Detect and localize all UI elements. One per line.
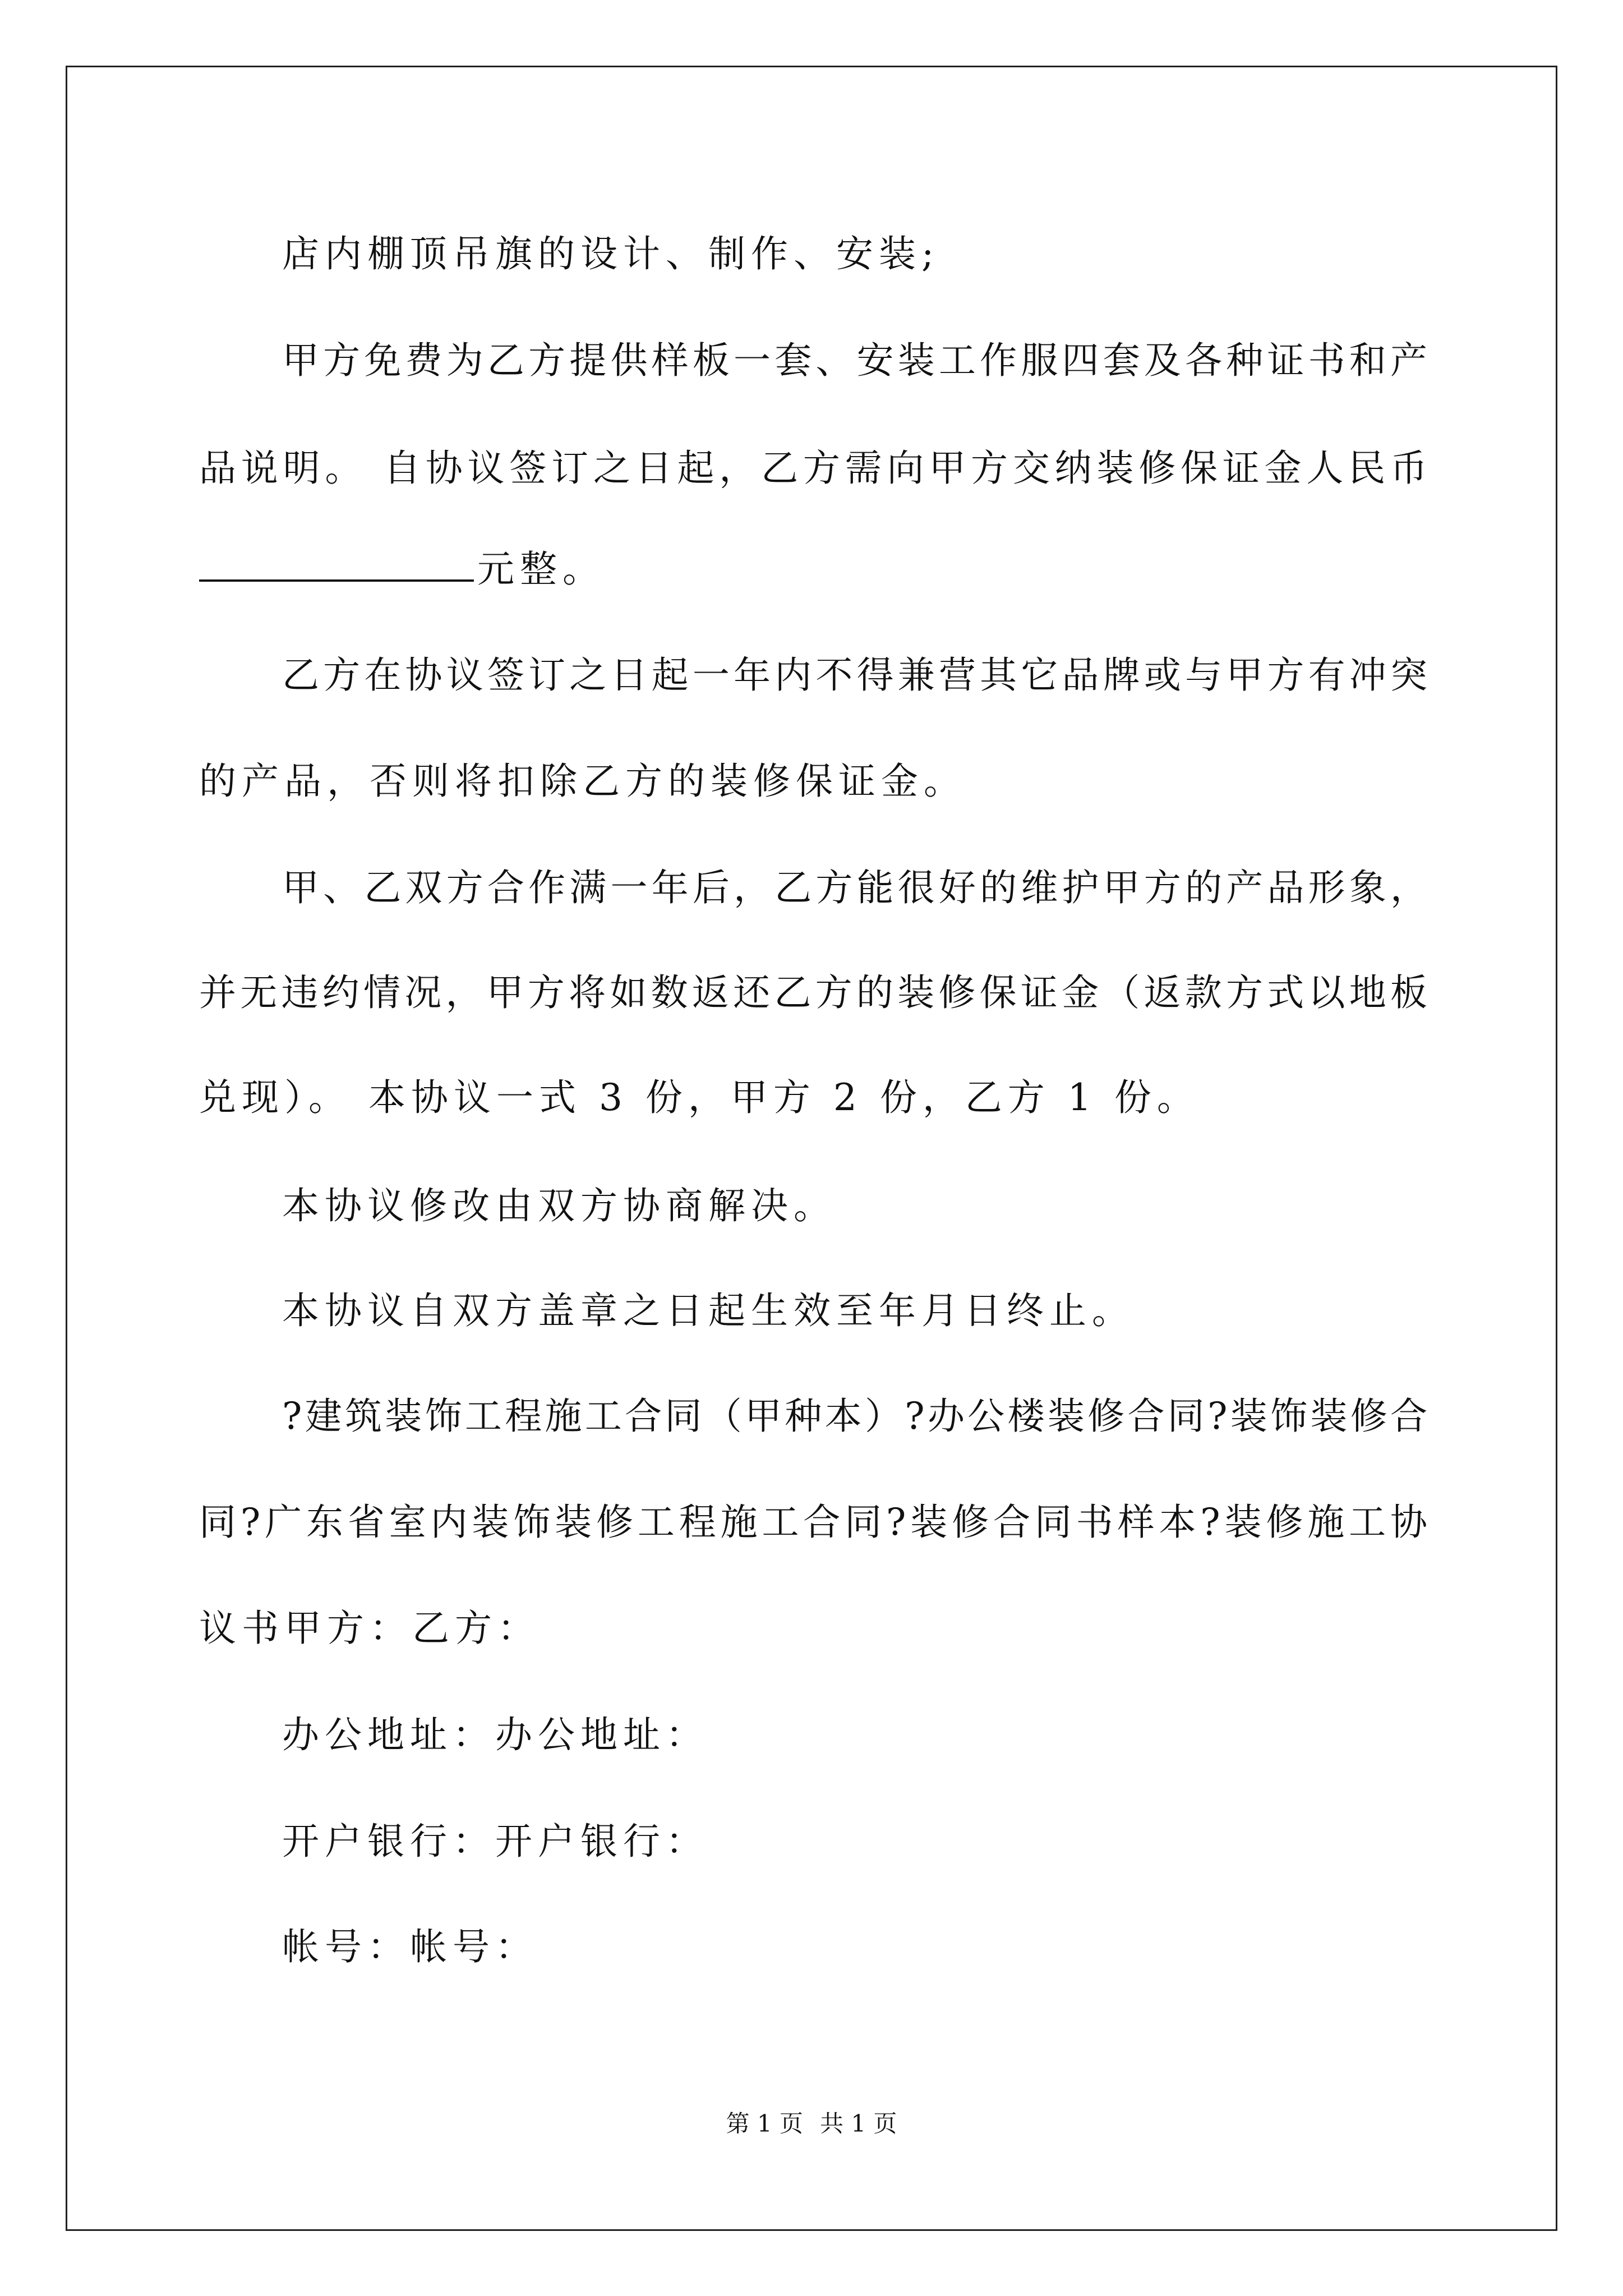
fill-in-blank <box>199 577 474 582</box>
paragraph-line-text: 元整。 <box>477 547 605 591</box>
paragraph-line: 开户银行：开户银行： <box>282 1820 708 1863</box>
paragraph-line: 乙方在协议签订之日起一年内不得兼营其它品牌或与甲方有冲突 <box>282 654 1427 697</box>
paragraph-line: 的产品，否则将扣除乙方的装修保证金。 <box>199 760 966 803</box>
paragraph-line: 同?广东省室内装饰装修工程施工合同?装修合同书样本?装修施工协 <box>199 1501 1427 1544</box>
paragraph-line-with-blank <box>199 547 605 592</box>
page-footer <box>0 2108 1623 2139</box>
paragraph-line: 店内棚顶吊旗的设计、制作、安装; <box>282 232 940 275</box>
paragraph-line: 议书甲方：乙方： <box>199 1607 540 1650</box>
paragraph-line: 本协议修改由双方协商解决。 <box>282 1184 836 1227</box>
paragraph-line: 甲方免费为乙方提供样板一套、安装工作服四套及各种证书和产 <box>282 339 1427 382</box>
page-number: 第 1 页 <box>726 2110 803 2137</box>
paragraph-line: 帐号：帐号： <box>282 1925 538 1968</box>
paragraph-line: 兑现）。 本协议一式 3 份，甲方 2 份，乙方 1 份。 <box>199 1076 1200 1119</box>
paragraph-line: 本协议自双方盖章之日起生效至年月日终止。 <box>282 1289 1135 1332</box>
paragraph-line: 并无违约情况，甲方将如数返还乙方的装修保证金（返款方式以地板 <box>199 971 1427 1014</box>
paragraph-line: 办公地址：办公地址： <box>282 1713 708 1756</box>
paragraph-line: 品说明。 自协议签订之日起，乙方需向甲方交纳装修保证金人民币 <box>199 447 1427 490</box>
paragraph-line: 甲、乙双方合作满一年后，乙方能很好的维护甲方的产品形象， <box>282 866 1427 909</box>
paragraph-line: ?建筑装饰工程施工合同（甲种本）?办公楼装修合同?装饰装修合 <box>282 1395 1427 1438</box>
page-frame <box>66 66 1557 2231</box>
page-count: 共 1 页 <box>820 2110 897 2137</box>
